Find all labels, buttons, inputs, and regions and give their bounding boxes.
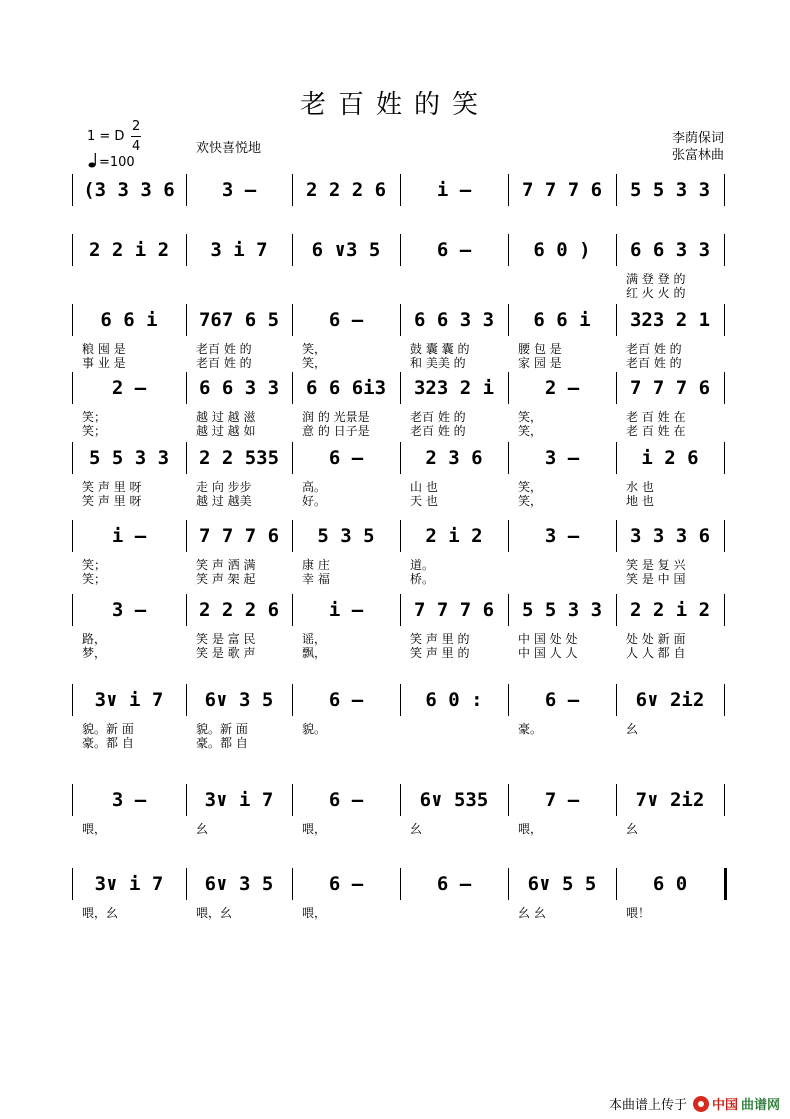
lyric-verse-1: 幺 <box>410 822 423 836</box>
measure: 2 – <box>111 377 147 399</box>
lyric-verse-1: 喂，幺 <box>196 906 233 920</box>
lyric-verse-1: 润 的 光景是 <box>302 410 370 424</box>
bar-line <box>724 868 727 900</box>
lyric-verse-1: 笑； <box>82 410 107 424</box>
lyric-verse-2: 天 也 <box>410 494 438 508</box>
bar-line <box>724 784 725 816</box>
measure: 6∨ 3 5 <box>204 873 274 895</box>
lyric-verse-1: 谣， <box>302 632 327 646</box>
lyric-verse-2: 桥。 <box>410 572 435 586</box>
lyric-verse-1: 喂， <box>302 906 327 920</box>
lyric-verse-1: 高。 <box>302 480 327 494</box>
lyric-verse-1: 中 国 处 处 <box>518 632 578 646</box>
measure: 6 0 : <box>425 689 483 711</box>
lyric-verse-2: 地 也 <box>626 494 654 508</box>
measure: 6 – <box>436 239 472 261</box>
measure: 3 i 7 <box>210 239 268 261</box>
lyric-verse-1: 貌。新 面 <box>196 722 248 736</box>
lyric-verse-1: 笑 声 洒 满 <box>196 558 256 572</box>
lyric-verse-1: 喂， <box>82 822 107 836</box>
lyric-verse-1: 康 庄 <box>302 558 330 572</box>
time-signature-line <box>131 136 141 137</box>
measure: 2 2 2 6 <box>198 599 280 621</box>
measure: 3 – <box>111 599 147 621</box>
lyric-verse-1: 喂， <box>302 822 327 836</box>
lyric-verse-2: 幸 福 <box>302 572 330 586</box>
measure: 6∨ 5 5 <box>527 873 597 895</box>
lyric-verse-1: 路， <box>82 632 107 646</box>
measure: 6 6 i <box>533 309 591 331</box>
measure: 6 – <box>436 873 472 895</box>
measure: 6 6 3 3 <box>629 239 711 261</box>
bar-line <box>724 174 725 206</box>
measure: 3∨ i 7 <box>94 689 164 711</box>
lyric-verse-1: 老百 姓 的 <box>410 410 466 424</box>
measure: 6 6 3 3 <box>413 309 495 331</box>
site-name-green: 曲谱网 <box>740 1098 780 1113</box>
bar-line <box>724 442 725 474</box>
lyric-verse-1: 走 向 步步 <box>196 480 252 494</box>
measure: 6 – <box>328 447 364 469</box>
lyric-verse-2: 老 百 姓 在 <box>626 424 686 438</box>
measure: 6 6 3 3 <box>198 377 280 399</box>
measure: i – <box>328 599 364 621</box>
measure: 3 – <box>221 179 257 201</box>
lyric-verse-2: 笑 是 歌 声 <box>196 646 256 660</box>
lyricist: 李荫保词 <box>672 131 725 146</box>
measure: 5 5 3 3 <box>88 447 170 469</box>
lyric-verse-1: 貌。 <box>302 722 327 736</box>
lyric-verse-2: 家 园 是 <box>518 356 562 370</box>
measure: 3∨ i 7 <box>204 789 274 811</box>
lyric-verse-1: 笑； <box>82 558 107 572</box>
measure: 2 3 6 <box>425 447 483 469</box>
measure: 323 2 1 <box>629 309 711 331</box>
key-signature: 1 = D <box>87 129 125 144</box>
lyric-verse-1: 处 处 新 面 <box>626 632 686 646</box>
measure: 7∨ 2i2 <box>635 789 705 811</box>
lyric-verse-2: 笑 是 中 国 <box>626 572 686 586</box>
lyric-verse-2: 笑 声 架 起 <box>196 572 256 586</box>
measure: 3 – <box>111 789 147 811</box>
measure: i – <box>436 179 472 201</box>
lyric-verse-2: 中 国 人 人 <box>518 646 578 660</box>
measure: 2 2 535 <box>198 447 280 469</box>
expression-mark: 欢快喜悦地 <box>196 141 262 156</box>
measure: 7 7 7 6 <box>413 599 495 621</box>
measure: 6∨ 2i2 <box>635 689 705 711</box>
lyric-verse-1: 豪。 <box>518 722 543 736</box>
time-signature-top: 2 <box>132 119 141 134</box>
lyric-verse-1: 幺 <box>626 822 639 836</box>
song-title: 老百姓的笑 <box>299 90 490 120</box>
bar-line <box>724 372 725 404</box>
measure: 7 7 7 6 <box>521 179 603 201</box>
lyric-verse-2: 老百 姓 的 <box>626 356 682 370</box>
measure: 6 0 ) <box>533 239 591 261</box>
lyric-verse-2: 和 美美 的 <box>410 356 466 370</box>
measure: 5 5 3 3 <box>521 599 603 621</box>
lyric-verse-1: 幺 <box>626 722 639 736</box>
lyric-verse-1: 满 登 登 的 <box>626 272 686 286</box>
lyric-verse-2: 笑 声 里 呀 <box>82 494 142 508</box>
measure: 6 0 <box>652 873 688 895</box>
footer <box>609 1094 780 1113</box>
lyric-verse-1: 腰 包 是 <box>518 342 562 356</box>
lyric-verse-2: 老百 姓 的 <box>410 424 466 438</box>
measure: 2 2 i 2 <box>629 599 711 621</box>
lyric-verse-1: 笑 声 里 呀 <box>82 480 142 494</box>
measure: 6 6 i <box>100 309 158 331</box>
lyric-verse-2: 越 过 越美 <box>196 494 252 508</box>
measure: i – <box>111 525 147 547</box>
lyric-verse-1: 粮 囤 是 <box>82 342 126 356</box>
lyric-verse-2: 意 的 日子是 <box>302 424 370 438</box>
lyric-verse-2: 红 火 火 的 <box>626 286 686 300</box>
lyric-verse-1: 笑 是 富 民 <box>196 632 256 646</box>
measure: 6 6 6i3 <box>305 377 387 399</box>
lyric-verse-1: 老百 姓 的 <box>196 342 252 356</box>
lyric-verse-2: 笑； <box>82 424 107 438</box>
measure: i 2 6 <box>641 447 699 469</box>
measure: 6 – <box>328 309 364 331</box>
lyric-verse-1: 鼓 囊 囊 的 <box>410 342 470 356</box>
lyric-verse-1: 笑， <box>518 410 543 424</box>
measure: 7 7 7 6 <box>198 525 280 547</box>
lyric-verse-1: 水 也 <box>626 480 654 494</box>
measure: 767 6 5 <box>198 309 280 331</box>
lyric-verse-1: 笑 是 复 兴 <box>626 558 686 572</box>
measure: 2 – <box>544 377 580 399</box>
measure: 7 – <box>544 789 580 811</box>
lyric-verse-2: 笑， <box>302 356 327 370</box>
lyric-verse-2: 事 业 是 <box>82 356 126 370</box>
lyric-verse-1: 老 百 姓 在 <box>626 410 686 424</box>
measure: 5 5 3 3 <box>629 179 711 201</box>
bar-line <box>724 234 725 266</box>
time-signature-bottom: 4 <box>132 139 141 154</box>
measure: 6 – <box>544 689 580 711</box>
lyric-verse-1: 越 过 越 滋 <box>196 410 256 424</box>
measure: 2 2 2 6 <box>305 179 387 201</box>
quarter-note-icon <box>88 152 98 166</box>
site-name-red: 中国 <box>711 1098 738 1113</box>
lyric-verse-1: 貌。新 面 <box>82 722 134 736</box>
lyric-verse-2: 笑； <box>82 572 107 586</box>
measure: 6∨ 535 <box>419 789 489 811</box>
lyric-verse-2: 飘， <box>302 646 327 660</box>
lyric-verse-2: 梦， <box>82 646 107 660</box>
lyric-verse-1: 山 也 <box>410 480 438 494</box>
measure: 3 3 3 6 <box>629 525 711 547</box>
composer: 张富林曲 <box>672 148 725 163</box>
lyric-verse-1: 喂， <box>518 822 543 836</box>
lyric-verse-2: 笑 声 里 的 <box>410 646 470 660</box>
lyric-verse-2: 豪。都 自 <box>82 736 134 750</box>
lyric-verse-1: 幺 <box>196 822 209 836</box>
lyric-verse-1: 老百 姓 的 <box>626 342 682 356</box>
measure: 3 – <box>544 447 580 469</box>
lyric-verse-2: 越 过 越 如 <box>196 424 256 438</box>
measure: 2 2 i 2 <box>88 239 170 261</box>
lyric-verse-1: 笑， <box>518 480 543 494</box>
measure: 323 2 i <box>413 377 495 399</box>
lyric-verse-1: 道。 <box>410 558 435 572</box>
lyric-verse-1: 笑， <box>302 342 327 356</box>
measure: 6 ∨3 5 <box>311 239 381 261</box>
bar-line <box>724 594 725 626</box>
site-logo <box>693 1094 780 1113</box>
measure: 7 7 7 6 <box>629 377 711 399</box>
bar-line <box>724 304 725 336</box>
lyric-verse-1: 喂！ <box>626 906 651 920</box>
lyric-verse-2: 豪。都 自 <box>196 736 248 750</box>
lyric-verse-2: 笑， <box>518 494 543 508</box>
measure: 6∨ 3 5 <box>204 689 274 711</box>
lyric-verse-2: 好。 <box>302 494 327 508</box>
measure: 3 – <box>544 525 580 547</box>
measure: 6 – <box>328 789 364 811</box>
measure: 6 – <box>328 689 364 711</box>
measure: 2 i 2 <box>425 525 483 547</box>
measure: 5 3 5 <box>317 525 375 547</box>
measure: 6 – <box>328 873 364 895</box>
lyric-verse-2: 人 人 都 自 <box>626 646 686 660</box>
lyric-verse-1: 喂，幺 <box>82 906 119 920</box>
lyric-verse-1: 笑 声 里 的 <box>410 632 470 646</box>
upload-text: 本曲谱上传于 <box>608 1098 687 1113</box>
lyric-verse-2: 笑， <box>518 424 543 438</box>
site-logo-icon <box>693 1096 709 1112</box>
measure: (3 3 3 6 <box>83 179 175 201</box>
bar-line <box>724 520 725 552</box>
lyric-verse-1: 幺 幺 <box>518 906 546 920</box>
bar-line <box>724 684 725 716</box>
tempo: =100 <box>99 155 135 170</box>
lyric-verse-2: 老百 姓 的 <box>196 356 252 370</box>
measure: 3∨ i 7 <box>94 873 164 895</box>
